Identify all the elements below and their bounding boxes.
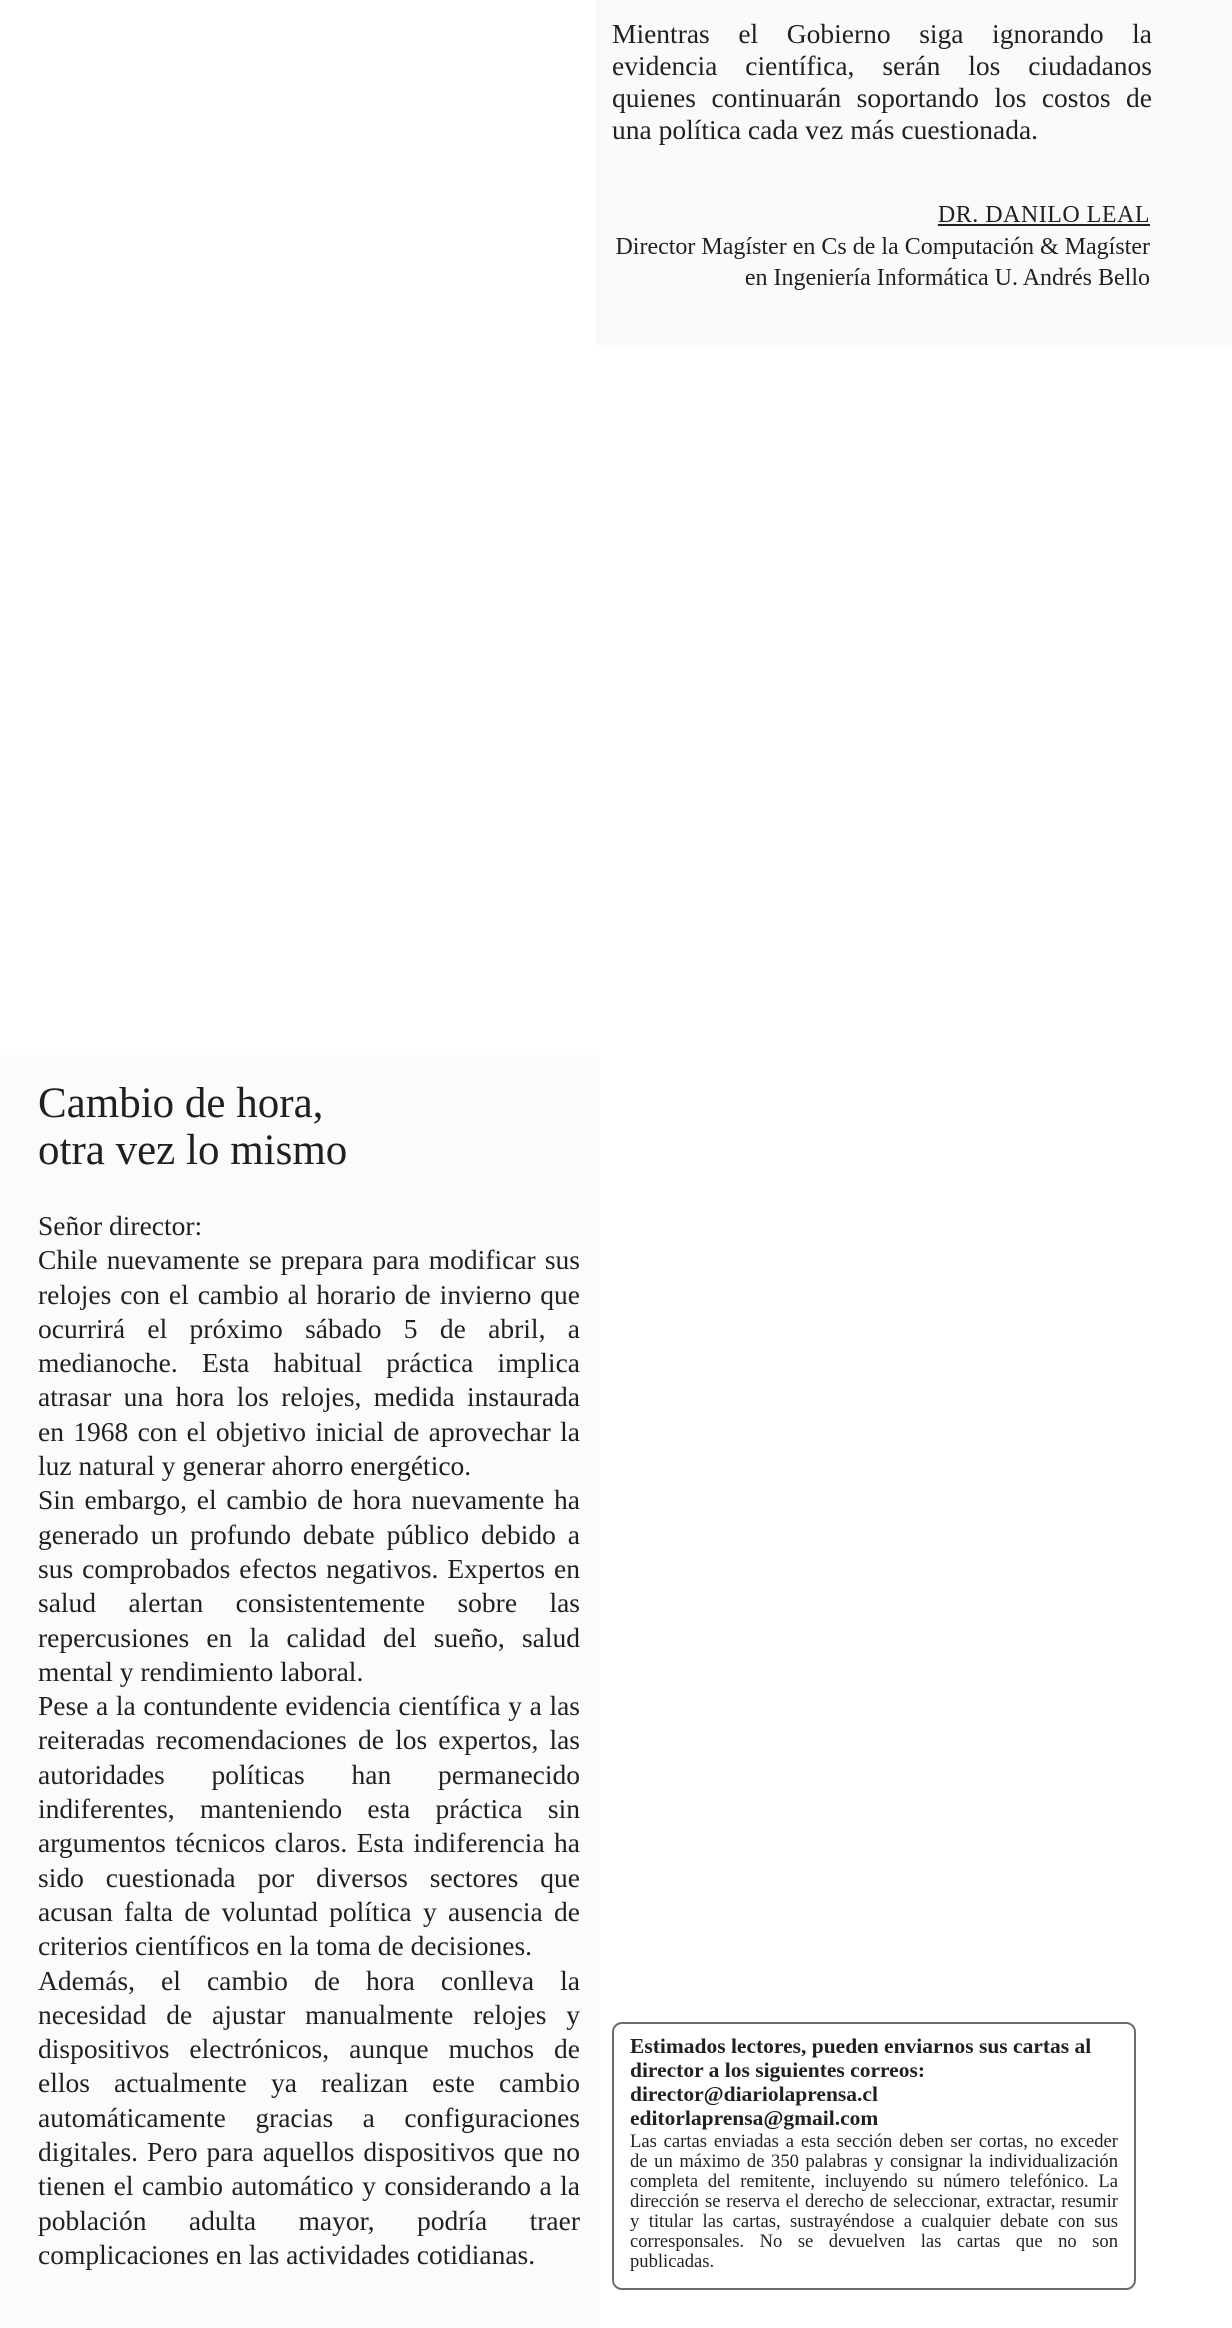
headline-line-1: Cambio de hora, (38, 1080, 324, 1127)
top-letter-closing-paragraph: Mientras el Gobierno siga ignorando la evidencia científica, serán los ciudadanos quienes continuarán soportando los costos de una política cada vez más cuestionada. (612, 18, 1152, 145)
letters-box-rules: Las cartas enviadas a esta sección deben ser cortas, no exceder de un máximo de 350 palabras y consignar la individualización completa del remitente, incluyendo su número telefónico. La dirección se reserva el derecho de seleccionar, extractar, resumir y titular las cartas, sustrayéndose a cualquier debate con sus corresponsales. No se devuelven las cartas que no son publicadas. (630, 2131, 1118, 2272)
letters-email-editor[interactable]: editorlaprensa@gmail.com (630, 2106, 879, 2130)
letters-submission-box (612, 2022, 1136, 2290)
signature-role: Director Magíster en Cs de la Computación & Magíster en Ingeniería Informática U. Andrés Bello (615, 234, 1150, 291)
article-paragraph-1: Chile nuevamente se prepara para modificar sus relojes con el cambio al horario de invierno que ocurrirá el próximo sábado 5 de abril, a medianoche. Esta habitual práctica implica atrasar una hora los relojes, medida instaurada en 1968 con el objetivo inicial de aprovechar la luz natural y generar ahorro energético. (38, 1244, 580, 1482)
article-body (38, 1209, 580, 2272)
article-paragraph-3: Pese a la contundente evidencia científica y a las reiteradas recomendaciones de los expertos, las autoridades políticas han permanecido indiferentes, manteniendo esta práctica sin argumentos técnicos claros. Esta indiferencia ha sido cuestionada por diversos sectores que acusan falta de voluntad política y ausencia de criterios científicos en la toma de decisiones. (38, 1690, 580, 1962)
letters-box-heading: Estimados lectores, pueden enviarnos sus cartas al director a los siguientes correos: (630, 2034, 1092, 2082)
article-salutation: Señor director: (38, 1210, 203, 1241)
article-headline (38, 1080, 578, 1174)
article-paragraph-2: Sin embargo, el cambio de hora nuevamente ha generado un profundo debate público debido a sus comprobados efectos negativos. Expertos en salud alertan consistentemente sobre las repercusiones en la calidad del sueño, salud mental y rendimiento laboral. (38, 1484, 580, 1687)
letters-email-director[interactable]: director@diariolaprensa.cl (630, 2082, 878, 2106)
signature-name: DR. DANILO LEAL (937, 202, 1150, 228)
article-paragraph-4: Además, el cambio de hora conlleva la necesidad de ajustar manualmente relojes y dispositivos electrónicos, aunque muchos de ellos actualmente ya realizan este cambio automáticamente gracias a configuraciones digitales. Pero para aquellos dispositivos que no tienen el cambio automático y considerando a la población adulta mayor, podría traer complicaciones en las actividades cotidianas. (38, 1964, 580, 2270)
headline-line-2: otra vez lo mismo (38, 1127, 348, 1174)
